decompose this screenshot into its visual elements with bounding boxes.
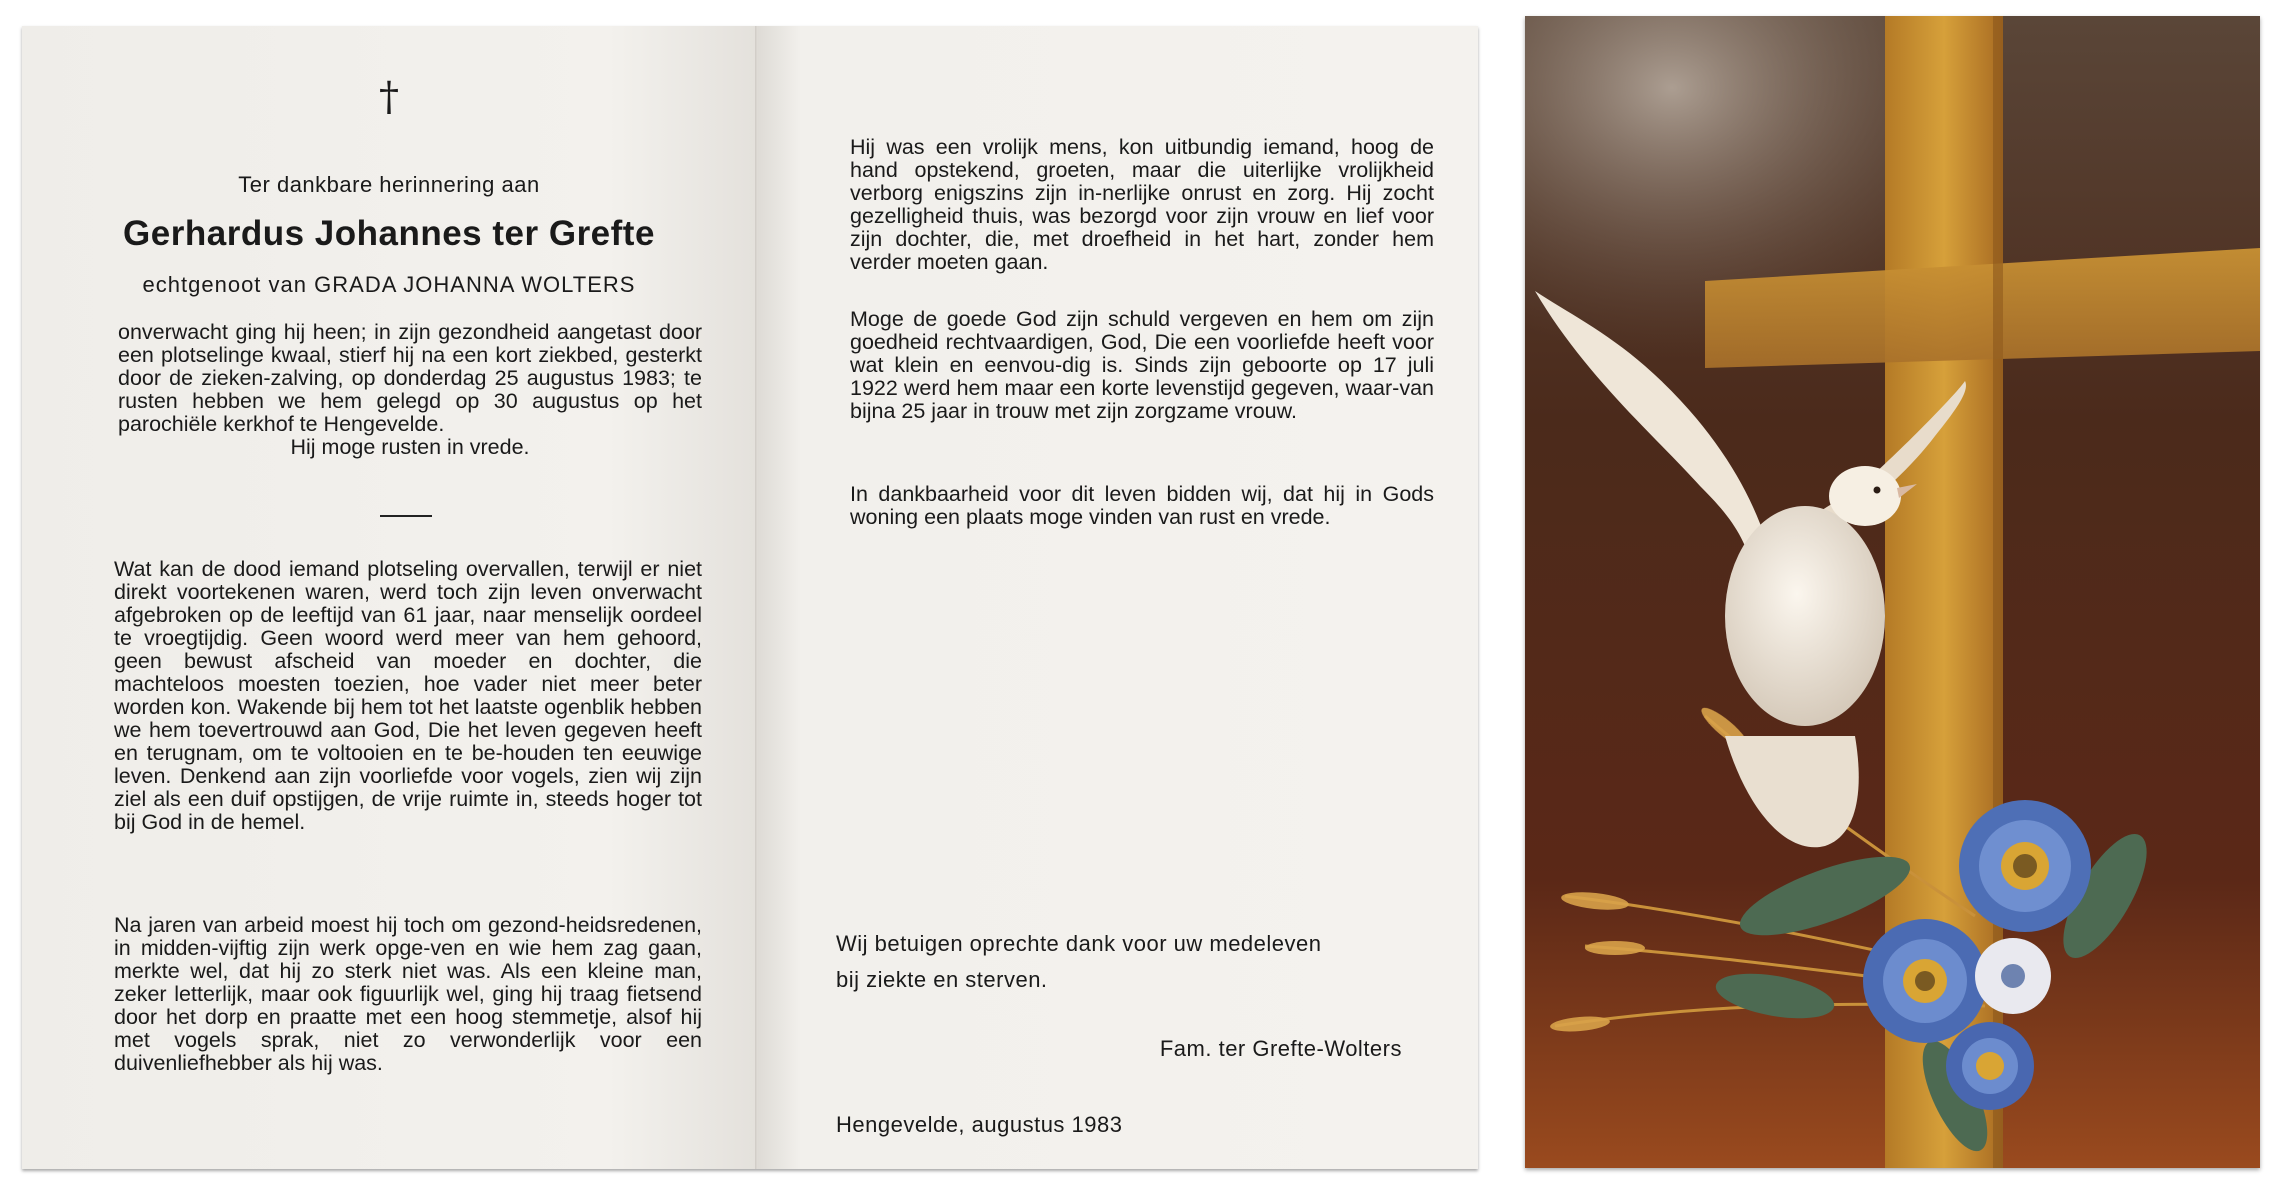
spouse-line: [22, 272, 756, 298]
paragraph-character: Hij was een vrolijk mens, kon uitbundig iemand, hoog de hand opstekend, groeten, maar die uiterlijke vrolijkheid verborg enigszins zijn in-nerlijke onrust en zorg. Hij zocht gezelligheid thuis, was bezorgd voor zijn vrouw en lief voor zijn dochter, die, met droefheid in het hart, zonder hem verder moeten gaan.: [850, 135, 1434, 274]
flower-white: [1975, 938, 2051, 1014]
left-page: [22, 26, 756, 1169]
divider-rule: [380, 515, 432, 517]
dove-body: [1725, 506, 1885, 726]
devotional-picture: [1525, 16, 2260, 1168]
spouse-prefix: echtgenoot van: [142, 272, 308, 297]
paragraph-reflection: Wat kan de dood iemand plotseling overvallen, terwijl er niet direkt voortekenen waren, werd toch zijn leven onverwacht afgebroken op de leeftijd van 61 jaar, naar menselijk oordeel te vroegtijdig. Geen woord werd meer van hem gehoord, geen bewust afscheid van moeder en dochter, die machteloos moesten toezien, hoe vader niet meer beter worden kon. Wakende bij hem tot het laatste ogenblik hebben we hem toevertrouwd aan God, Die het leven gegeven heeft en terugnam, om te voltooien en te be-houden ten eeuwige leven. Denkend aan zijn voorliefde voor vogels, zien wij zijn ziel als een duif opstijgen, de vrije ruimte in, steeds hoger tot bij God in de hemel.: [114, 557, 702, 834]
paragraph-prayer: Moge de goede God zijn schuld vergeven en hem om zijn goedheid rechtvaardigen, God, Die een voorliefde heeft voor wat klein en eenvou-dig is. Sinds zijn geboorte op 17 juli 1922 werd hem maar een korte levenstijd gegeven, waar-van bijna 25 jaar in trouw met zijn zorgzame vrouw.: [850, 307, 1434, 423]
family-signature: Fam. ter Grefte-Wolters: [1159, 1036, 1402, 1061]
cross-symbol: †: [379, 74, 399, 120]
thanks-note: [836, 926, 1436, 998]
thanks-line-2: bij ziekte en sterven.: [836, 967, 1048, 992]
flower-small: [1946, 1022, 2034, 1110]
paragraph-death-notice: [118, 321, 702, 459]
deceased-name: Gerhardus Johannes ter Grefte: [123, 214, 655, 253]
dove-head: [1829, 466, 1901, 526]
spouse-name: GRADA JOHANNA WOLTERS: [314, 272, 636, 297]
flower-middle: [1863, 919, 1987, 1043]
flower-large: [1959, 800, 2091, 932]
place-date: Hengevelde, augustus 1983: [836, 1112, 1123, 1137]
paragraph-work-life: Na jaren van arbeid moest hij toch om gezond-heidsredenen, in midden-vijftig zijn werk opge-ven en wie hem zag gaan, merkte wel, dat hij zo sterk niet was. Als een kleine man, zeker letterlijk, maar ook figuurlijk wel, ging hij traag fietsend door het dorp en praatte met een hoog stemmetje, alsof hij met vogels sprak, niet zo verwonderlijk voor een duivenliefhebber als hij was.: [114, 913, 702, 1075]
dove-eye: [1874, 487, 1881, 494]
paragraph-death-text: onverwacht ging hij heen; in zijn gezondheid aangetast door een plotselinge kwaal, stierf hij na een kort ziekbed, gesterkt door de zieken-zalving, op donderdag 25 augustus 1983; te rusten hebben we hem gelegd op 30 augustus op het parochiële kerkhof te Hengevelde.: [118, 320, 702, 436]
memorial-card: [22, 26, 1478, 1169]
thanks-line-1: Wij betuigen oprechte dank voor uw medeleven: [836, 931, 1322, 956]
intro-text: Ter dankbare herinnering aan: [238, 172, 540, 197]
dove-cross-illustration: [1525, 16, 2260, 1168]
paragraph-gratitude: In dankbaarheid voor dit leven bidden wij, dat hij in Gods woning een plaats moge vinden van rust en vrede.: [850, 482, 1434, 529]
rest-in-peace: Hij moge rusten in vrede.: [290, 435, 530, 459]
